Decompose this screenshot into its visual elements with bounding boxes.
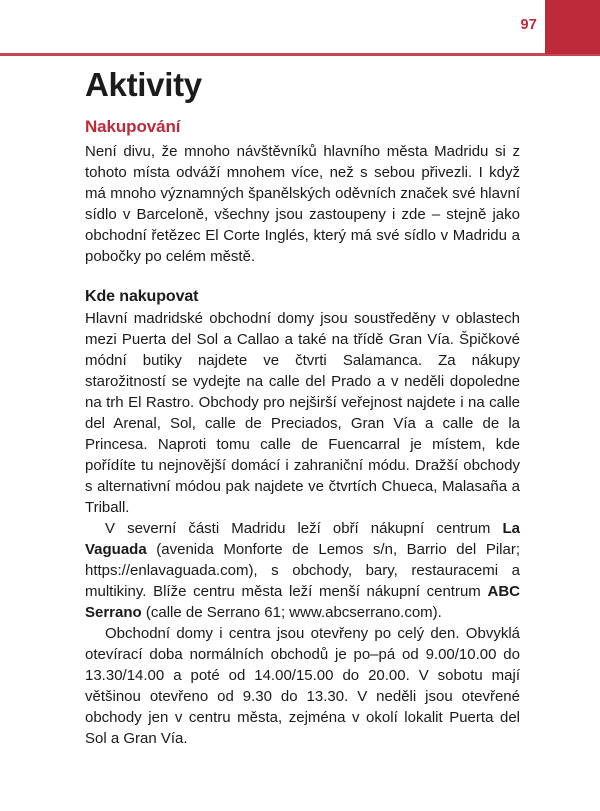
plain-text: (calle de Serrano 61; www.abcserrano.com). (141, 604, 442, 622)
paragraph-shopping-centres (85, 518, 520, 623)
page-content (85, 56, 520, 749)
chapter-title: Aktivity (85, 66, 202, 103)
page-number: 97 (520, 17, 537, 33)
emphasis-text: La Vaguada (85, 520, 520, 559)
subsection-title-kde-nakupovat: Kde nakupovat (85, 288, 199, 306)
paragraph-opening-hours: Obchodní domy i centra jsou otevřeny po celý den. Obvyklá otevírací doba normálních obchodů je po–pá od 9.00/10.00 do 13.30/14.00 a poté od 14.00/15.00 do 20.00. V sobotu mají většinou otevřeno od 9.30 do 13.30. V neděli jsou otevřené obchody jen v centru města, zejména v okolí lokalit Puerta del Sol a Gran Vía. (85, 625, 520, 748)
plain-text: (avenida Monforte de Lemos s/n, Barrio del Pilar; https://enlavaguada.com), s obchody, bary, restauracemi a multikiny. Blíže centru města leží menší nákupní centrum (85, 541, 520, 601)
page-header (0, 0, 600, 56)
plain-text: V severní části Madridu leží obří nákupní centrum (105, 520, 503, 538)
paragraph-shopping-districts: Hlavní madridské obchodní domy jsou soustředěny v oblastech mezi Puerta del Sol a Callao a také na třídě Gran Vía. Špičkové módní butiky najdete ve čtvrti Salamanca. Za nákupy starožitností se vydejte na calle del Prado a v neděli dopoledne na trh El Rastro. Obchody pro nejširší veřejnost najdete i na calle del Arenal, Sol, calle de Preciados, Gran Vía a calle de la Princesa. Naproti tomu calle de Fuencarral je místem, kde pořídíte tu nejnovější domácí i zahraniční módu. Dražší obchody s alternativní módou pak najdete ve čtvrtích Chueca, Malasaña a Triball. (85, 310, 520, 517)
section-title-nakupovani: Nakupování (85, 116, 181, 136)
emphasis-text: ABC Serrano (85, 583, 520, 622)
red-corner-block (545, 0, 600, 54)
section-intro-paragraph: Není divu, že mnoho návštěvníků hlavního města Madridu si z tohoto místa odváží mnohem více, než s sebou přivezli. I když má mnoho významných španělských oděvních značek své hlavní sídlo v Barceloně, všechny jsou zastoupeny i zde – stejně jako obchodní řetězec El Corte Inglés, který má své sídlo v Madridu a pobočky po celém městě. (85, 143, 520, 266)
